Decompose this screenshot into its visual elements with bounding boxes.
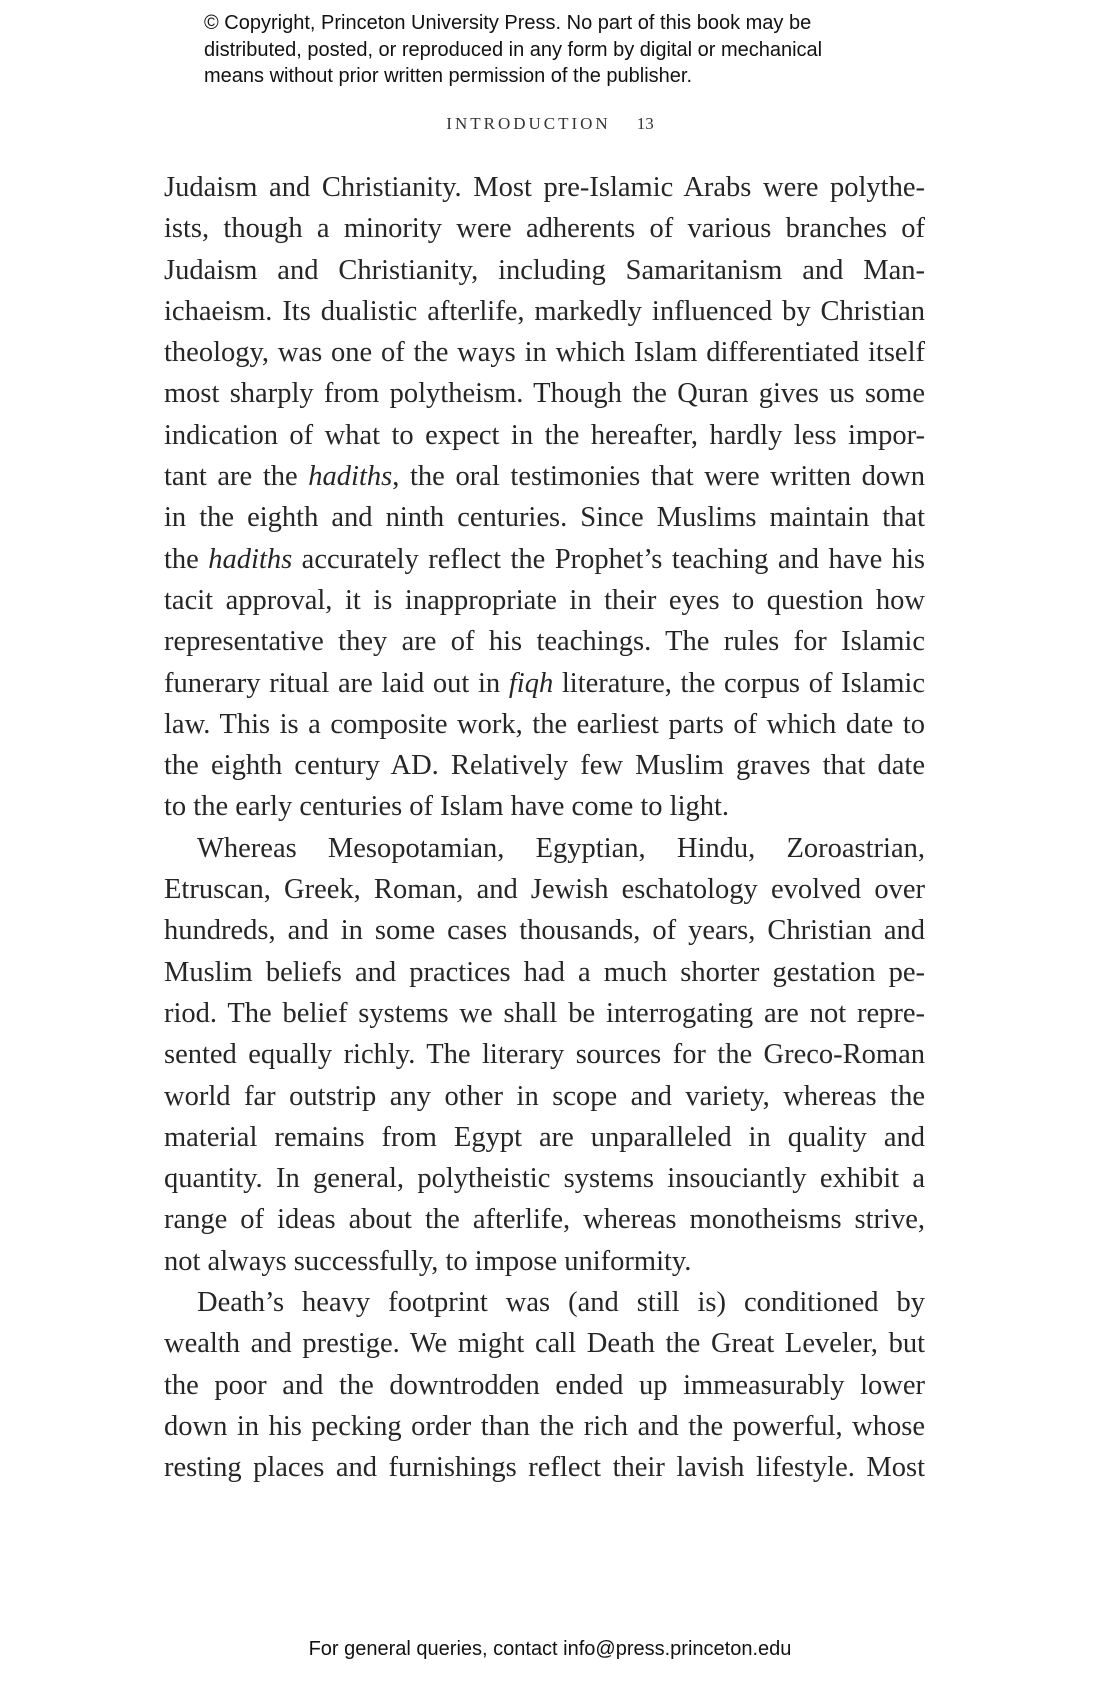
text-line	[164, 952, 925, 993]
text-segment: most sharply from polytheism. Though the Quran gives us some	[164, 378, 925, 410]
text-line	[164, 167, 925, 208]
text-segment: indication of what to expect in the hereafter, hardly less impor-	[164, 419, 925, 451]
footer-contact: For general queries, contact info@press.princeton.edu	[308, 1638, 792, 1660]
copyright-line: distributed, posted, or reproduced in any form by digital or mechanical	[204, 38, 823, 61]
text-segment: down in his pecking order than the rich and the powerful, whose	[164, 1410, 925, 1442]
text-line	[164, 910, 925, 951]
text-line	[164, 1117, 925, 1158]
text-line	[164, 332, 925, 373]
text-line	[164, 993, 925, 1034]
page-number: 13	[636, 114, 654, 133]
text-line	[164, 663, 925, 704]
text-segment: resting places and furnishings reflect their lavish lifestyle. Most	[164, 1452, 925, 1484]
text-segment: hundreds, and in some cases thousands, of years, Christian and	[164, 915, 925, 947]
text-segment: tacit approval, it is inappropriate in their eyes to question how	[164, 584, 925, 616]
text-segment: ists, though a minority were adherents of various branches of	[164, 213, 925, 245]
chapter-title: INTRODUCTION	[446, 114, 611, 133]
body-text	[164, 167, 925, 1489]
text-line	[164, 1241, 925, 1282]
text-line	[164, 786, 925, 827]
text-segment: literature, the corpus of Islamic	[553, 667, 926, 699]
running-head	[0, 114, 1100, 134]
text-line	[164, 497, 925, 538]
text-segment: the poor and the downtrodden ended up immeasurably lower	[164, 1369, 925, 1401]
copyright-line: © Copyright, Princeton University Press. No part of this book may be	[204, 12, 812, 34]
text-line	[164, 208, 925, 249]
text-line	[164, 415, 925, 456]
text-line	[164, 1323, 925, 1364]
text-segment: Etruscan, Greek, Roman, and Jewish eschatology evolved over	[164, 874, 925, 906]
text-line	[164, 456, 925, 497]
text-line	[164, 869, 925, 910]
text-segment: ichaeism. Its dualistic afterlife, markedly influenced by Christian	[164, 295, 925, 327]
copyright-notice	[204, 10, 822, 90]
text-segment: Judaism and Christianity, including Samaritanism and Man-	[164, 254, 925, 286]
copyright-line: means without prior written permission of the publisher.	[204, 65, 693, 87]
text-segment: Judaism and Christianity. Most pre-Islamic Arabs were polythe-	[164, 172, 925, 203]
text-line	[164, 745, 925, 786]
text-line	[164, 373, 925, 414]
text-segment: sented equally richly. The literary sources for the Greco-Roman	[164, 1039, 925, 1071]
text-line	[164, 828, 925, 869]
text-segment: law. This is a composite work, the earliest parts of which date to	[164, 708, 925, 740]
text-line	[164, 291, 925, 332]
text-segment: the	[164, 543, 209, 575]
text-line	[164, 1406, 925, 1447]
text-segment: Muslim beliefs and practices had a much shorter gestation pe-	[164, 956, 925, 988]
text-segment: tant are the	[164, 461, 309, 493]
text-line	[164, 621, 925, 662]
text-segment: accurately reflect the Prophet’s teaching and have his	[292, 543, 925, 575]
text-line	[164, 250, 925, 291]
text-segment: Whereas Mesopotamian, Egyptian, Hindu, Zoroastrian,	[197, 832, 925, 864]
text-line	[164, 1447, 925, 1488]
italic-term: fiqh	[508, 667, 554, 699]
text-line	[164, 704, 925, 745]
italic-term: hadiths	[208, 543, 293, 575]
text-segment: world far outstrip any other in scope and variety, whereas the	[164, 1080, 925, 1112]
text-line	[164, 1158, 925, 1199]
text-segment: in the eighth and ninth centuries. Since Muslims maintain that	[164, 502, 925, 534]
text-line	[164, 1282, 925, 1323]
text-segment: wealth and prestige. We might call Death the Great Leveler, but	[164, 1328, 925, 1360]
text-segment: Death’s heavy footprint was (and still is) conditioned by	[197, 1287, 925, 1319]
text-line	[164, 1076, 925, 1117]
text-line	[164, 580, 925, 621]
text-segment: quantity. In general, polytheistic systems insouciantly exhibit a	[164, 1163, 925, 1195]
text-segment: to the early centuries of Islam have come to light.	[164, 791, 730, 823]
text-segment: not always successfully, to impose uniformity.	[164, 1245, 692, 1277]
text-segment: representative they are of his teachings. The rules for Islamic	[164, 626, 925, 658]
text-segment: riod. The belief systems we shall be interrogating are not repre-	[164, 997, 925, 1029]
text-line	[164, 1365, 925, 1406]
text-line	[164, 1034, 925, 1075]
text-segment: range of ideas about the afterlife, whereas monotheisms strive,	[164, 1204, 925, 1236]
italic-term: hadiths	[308, 461, 393, 493]
text-segment: , the oral testimonies that were written down	[392, 461, 925, 493]
text-segment: the eighth century AD. Relatively few Muslim graves that date	[164, 750, 925, 782]
text-segment: funerary ritual are laid out in	[164, 667, 509, 699]
text-line	[164, 1199, 925, 1240]
text-segment: theology, was one of the ways in which Islam differentiated itself	[164, 337, 925, 369]
text-line	[164, 539, 925, 580]
text-segment: material remains from Egypt are unparalleled in quality and	[164, 1121, 925, 1153]
